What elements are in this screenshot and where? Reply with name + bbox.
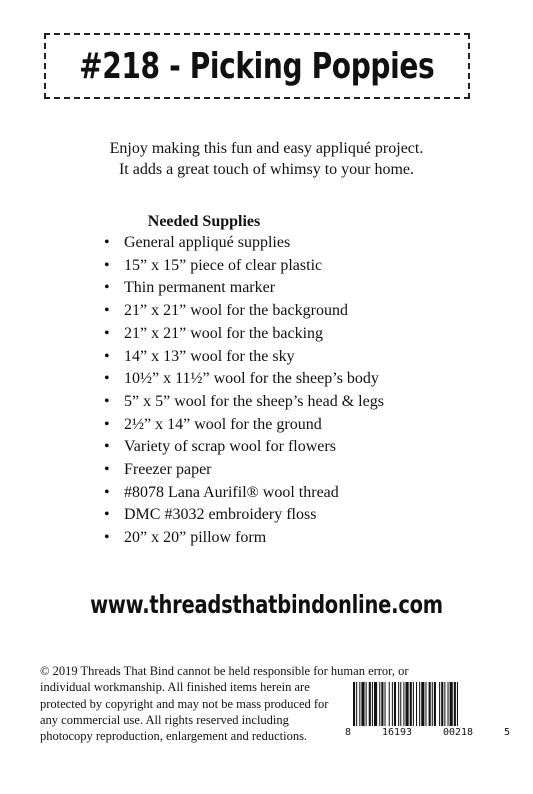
- barcode-bar: [381, 682, 383, 726]
- barcode-bar: [374, 682, 377, 726]
- intro-line-2: It adds a great touch of whimsy to your home.: [118, 161, 415, 178]
- barcode-bar: [400, 682, 401, 726]
- website-url[interactable]: www.threadsthatbindonline.com: [90, 590, 443, 619]
- list-item: • Thin permanent marker: [104, 277, 464, 300]
- barcode-bar: [389, 682, 390, 726]
- intro-line-1: Enjoy making this fun and easy appliqué project.: [109, 140, 424, 157]
- barcode-bar: [392, 682, 393, 726]
- list-item: • 15” x 15” piece of clear plastic: [104, 255, 464, 278]
- list-item: • 20” x 20” pillow form: [104, 527, 464, 550]
- barcode-bar: [432, 682, 433, 726]
- list-item: • Variety of scrap wool for flowers: [104, 436, 464, 459]
- barcode-bar: [441, 682, 443, 726]
- barcode-bar: [366, 682, 367, 726]
- copyright-rest: individual workmanship. All finished items herein are protected by copyright and may not be mass produced for any commercial use. All rights reserved including photocopy reproduction, enlargement and reductions.: [40, 680, 329, 744]
- barcode-bar: [421, 682, 424, 726]
- list-item: • General appliqué supplies: [104, 232, 464, 255]
- barcode-bar: [353, 682, 355, 726]
- list-item: • 2½” x 14” wool for the ground: [104, 414, 464, 437]
- barcode-bar: [429, 682, 431, 726]
- copyright-line-1: © 2019 Threads That Bind cannot be held responsible for human error, or: [40, 664, 409, 678]
- barcode-bar: [413, 682, 414, 726]
- barcode-digit-group: 5: [503, 727, 510, 738]
- list-item: • #8078 Lana Aurifil® wool thread: [104, 482, 464, 505]
- barcode-bar: [385, 682, 386, 726]
- barcode-bar: [444, 682, 445, 726]
- barcode-bar: [434, 682, 436, 726]
- barcode: [345, 682, 510, 742]
- barcode-bar: [403, 682, 404, 726]
- supplies-heading: Needed Supplies: [147, 213, 261, 230]
- barcode-bar: [406, 682, 409, 726]
- list-item: • 14” x 13” wool for the sky: [104, 346, 464, 369]
- barcode-bar: [369, 682, 371, 726]
- barcode-digit-group: 8: [345, 727, 352, 738]
- list-item: • 21” x 21” wool for the backing: [104, 323, 464, 346]
- barcode-bar: [372, 682, 373, 726]
- barcode-bar: [448, 682, 449, 726]
- barcode-bar: [450, 682, 453, 726]
- barcode-bar: [454, 682, 456, 726]
- barcode-digit-group: 00218: [442, 727, 474, 738]
- barcode-bar: [416, 682, 417, 726]
- intro-text: [0, 138, 533, 180]
- barcode-bar: [361, 682, 364, 726]
- barcode-digits: [345, 727, 510, 738]
- barcode-bar: [410, 682, 412, 726]
- barcode-bar: [419, 682, 420, 726]
- barcode-bar: [439, 682, 440, 726]
- barcode-bar: [359, 682, 360, 726]
- list-item: • DMC #3032 embroidery floss: [104, 504, 464, 527]
- barcode-bar: [356, 682, 357, 726]
- barcode-bar: [457, 682, 458, 726]
- page-title: #218 - Picking Poppies: [79, 45, 435, 87]
- supplies-section: [104, 212, 464, 550]
- barcode-bars: [345, 682, 510, 726]
- list-item: • Freezer paper: [104, 459, 464, 482]
- barcode-bar: [425, 682, 426, 726]
- barcode-digit-group: 16193: [381, 727, 413, 738]
- supplies-list: [104, 232, 464, 550]
- barcode-bar: [379, 682, 380, 726]
- barcode-bar: [398, 682, 399, 726]
- list-item: • 10½” x 11½” wool for the sheep’s body: [104, 368, 464, 391]
- barcode-bar: [394, 682, 396, 726]
- list-item: • 21” x 21” wool for the background: [104, 300, 464, 323]
- list-item: • 5” x 5” wool for the sheep’s head & legs: [104, 391, 464, 414]
- title-box: [44, 33, 470, 99]
